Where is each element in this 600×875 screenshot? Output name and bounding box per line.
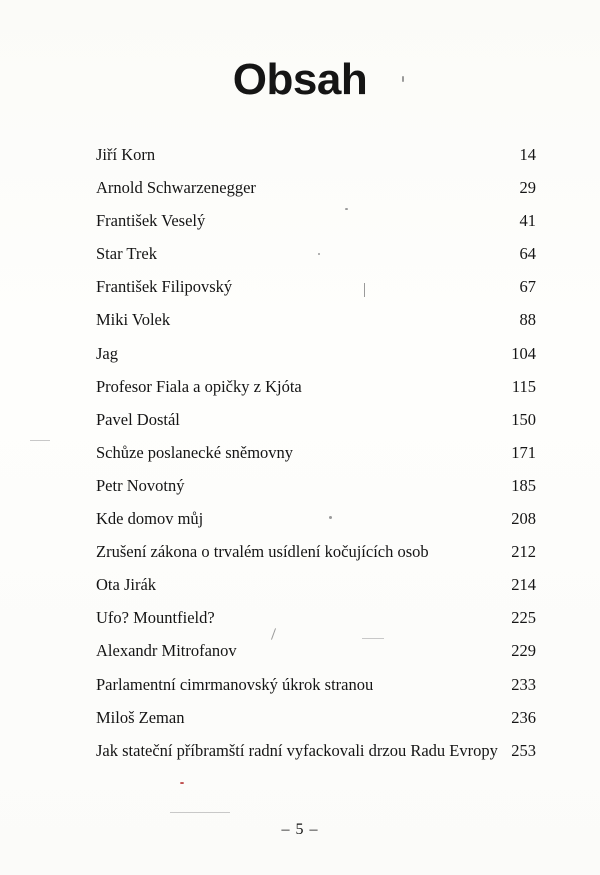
toc-entry-title: Parlamentní cimrmanovský úkrok stranou [96,674,374,694]
scan-smudge [170,812,230,813]
toc-entry [96,601,536,634]
toc-entry [96,138,536,171]
toc-entry-title: Star Trek [96,244,157,264]
toc-entry [96,502,536,535]
toc-entry-title: Pavel Dostál [96,409,180,429]
toc-entry-title: Zrušení zákona o trvalém usídlení kočujících osob [96,542,429,562]
toc-entry-title: Ota Jirák [96,575,157,595]
toc-entry [96,337,536,370]
toc-entry [96,568,536,601]
toc-entry-title: Jiří Korn [96,145,156,164]
toc-entry [96,535,536,568]
toc-entry [96,634,536,667]
toc-entry-title: Jak stateční příbramští radní vyfackovali drzou Radu Evropy [96,740,498,760]
toc-entry [96,204,536,237]
page-number: – 5 – [281,821,319,838]
toc-entry-page-number: 88 [519,310,536,330]
toc-entry [96,270,536,303]
table-of-contents [96,138,536,767]
toc-entry-title: Profesor Fiala a opičky z Kjóta [96,376,302,396]
toc-entry-page-number: 253 [511,740,536,760]
toc-entry-page-number: 212 [511,542,536,562]
toc-entry-title: Jag [96,343,118,363]
toc-entry [96,734,536,767]
toc-entry [96,403,536,436]
toc-entry-title: Miloš Zeman [96,707,185,727]
toc-entry-page-number: 64 [519,244,536,264]
toc-entry-page-number: 14 [519,145,536,164]
toc-entry-page-number: 233 [511,674,536,694]
toc-entry [96,701,536,734]
toc-entry-title: Miki Volek [96,310,171,330]
toc-entry-page-number: 67 [519,277,536,297]
toc-entry [96,171,536,204]
scan-smudge [30,440,50,441]
toc-entry-title: Petr Novotný [96,475,185,495]
page-title: Obsah [232,55,368,104]
toc-entry-page-number: 150 [511,409,536,429]
toc-entry-page-number: 225 [511,608,536,628]
toc-entry-page-number: 236 [511,707,536,727]
toc-entry [96,469,536,502]
toc-entry-page-number: 104 [511,343,536,363]
toc-entry-page-number: 171 [511,442,536,462]
toc-entry-title: Alexandr Mitrofanov [96,641,237,661]
toc-entry-title: Arnold Schwarzenegger [96,178,256,198]
toc-entry-title: Kde domov můj [96,509,204,529]
toc-entry-title: Ufo? Mountfield? [96,608,215,628]
toc-entry [96,436,536,469]
scan-speck [180,782,184,784]
toc-entry-title: František Filipovský [96,277,233,297]
toc-entry [96,237,536,270]
toc-entry-page-number: 29 [519,178,536,198]
toc-entry [96,668,536,701]
toc-entry-page-number: 115 [511,376,536,396]
toc-entry [96,303,536,336]
toc-entry-page-number: 214 [511,575,536,595]
toc-entry-title: František Veselý [96,211,206,231]
toc-entry-page-number: 208 [511,509,536,529]
toc-entry-page-number: 185 [511,475,536,495]
toc-entry-page-number: 41 [519,211,536,231]
toc-entry-page-number: 229 [511,641,536,661]
toc-entry-title: Schůze poslanecké sněmovny [96,442,294,462]
toc-entry [96,370,536,403]
